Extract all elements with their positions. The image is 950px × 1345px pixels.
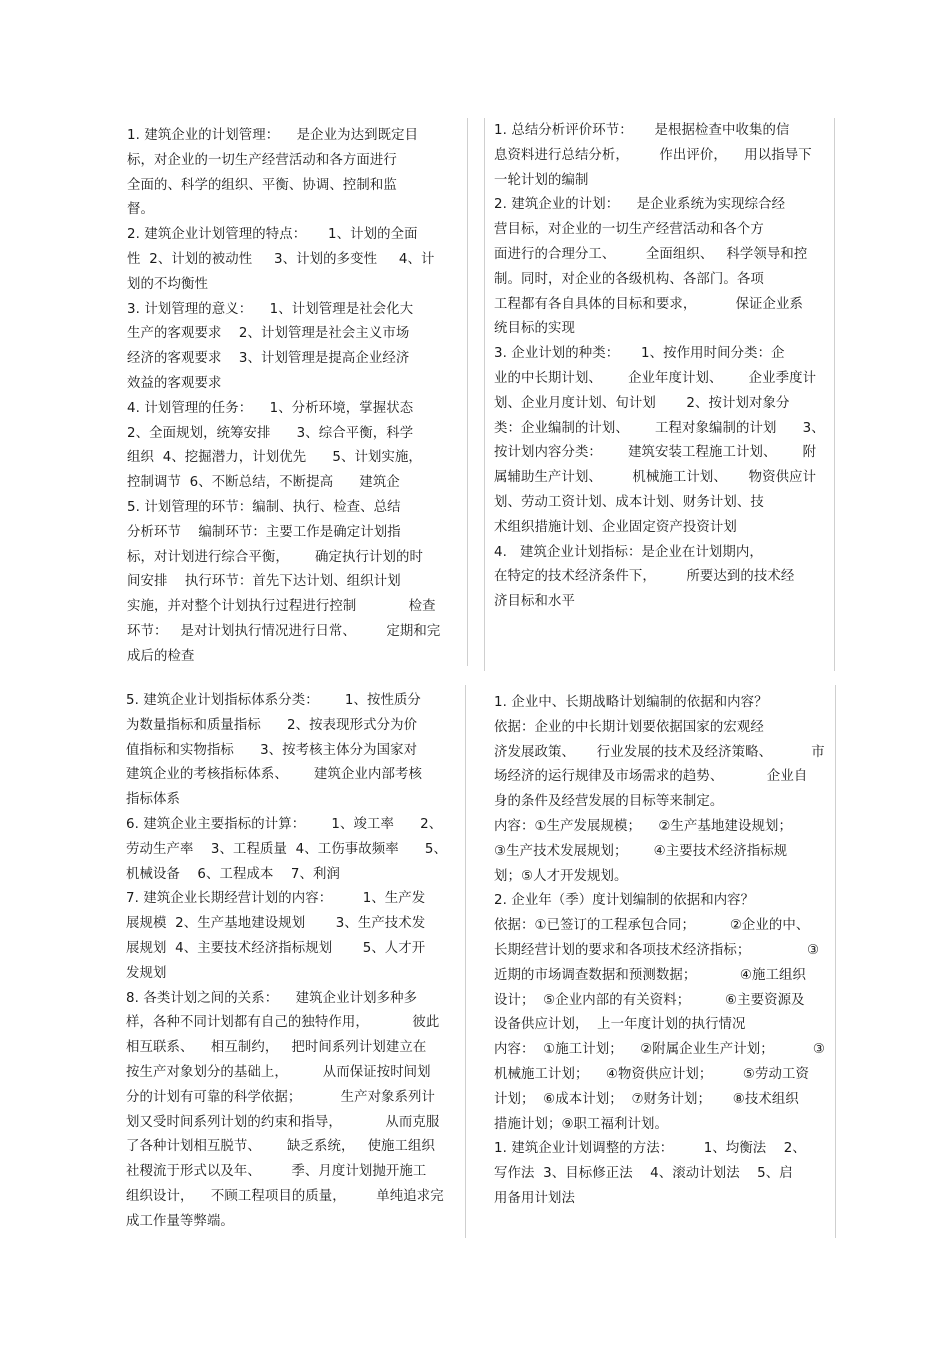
text-line: 划又受时间系列计划的约束和指导， 从而克服 <box>126 1114 440 1130</box>
text-line: 业的中长期计划、 企业年度计划、 企业季度计 <box>494 370 817 386</box>
text-line: 4. 建筑企业计划指标：是企业在计划期内， <box>494 544 763 560</box>
text-line: 值指标和实物指标 3、按考核主体分为国家对 <box>126 742 418 758</box>
text-line: 近期的市场调查数据和预测数据； ④施工组织 <box>494 967 806 983</box>
text-line: 统目标的实现 <box>494 321 575 337</box>
text-line: 1. 建筑企业计划调整的方法： 1、均衡法 2、 <box>494 1141 806 1157</box>
text-line: 1. 企业中、长期战略计划编制的依据和内容？ <box>494 695 768 710</box>
text-line: 生产的客观要求 2、计划管理是社会主义市场 <box>127 326 410 342</box>
text-line: 指标体系 <box>126 792 180 808</box>
text-line: 术组织措施计划、企业固定资产投资计划 <box>494 519 737 535</box>
text-line: 写作法 3、目标修正法 4、滚动计划法 5、启 <box>494 1166 793 1182</box>
text-line: 划、企业月度计划、旬计划 2、按计划对象分 <box>494 395 790 411</box>
text-line: 环节： 是对计划执行情况进行日常、 定期和完 <box>127 623 441 639</box>
text-line: 社稷流于形式以及年、 季、月度计划抛开施工 <box>126 1164 427 1180</box>
text-line: 营目标，对企业的一切生产经营活动和各个方 <box>494 222 764 238</box>
text-line: 相互联系、 相互制约， 把时间系列计划建立在 <box>126 1040 427 1056</box>
text-line: 7. 建筑企业长期经营计划的内容： 1、生产发 <box>126 891 426 907</box>
text-line: 督。 <box>127 202 154 218</box>
divider-bottom-middle <box>465 685 466 1238</box>
text-line: 3. 计划管理的意义： 1、计划管理是社会化大 <box>127 301 414 317</box>
text-line: 组织 4、挖掘潜力，计划优先 5、计划实施， <box>127 450 422 466</box>
text-line: 济目标和水平 <box>494 594 575 610</box>
text-line: 按生产对象划分的基础上， 从而保证按时间划 <box>126 1064 431 1080</box>
text-line: 身的条件及经营发展的目标等来制定。 <box>494 794 724 810</box>
text-line: 2、全面规划，统筹安排 3、综合平衡，科学 <box>127 425 414 441</box>
text-line: 机械施工计划； ④物资供应计划； ⑤劳动工资 <box>494 1066 809 1082</box>
text-line: 8. 各类计划之间的关系： 建筑企业计划多种多 <box>126 990 418 1006</box>
text-line: 6. 建筑企业主要指标的计算： 1、竣工率 2、 <box>126 816 443 832</box>
text-line: 间安排 执行环节：首先下达计划、组织计划 <box>127 574 401 590</box>
text-line: 依据：企业的中长期计划要依据国家的宏观经 <box>494 719 764 735</box>
text-line: 场经济的运行规律及市场需求的趋势、 企业自 <box>494 769 808 785</box>
text-line: 了各种计划相互脱节、 缺乏系统， 使施工组织 <box>126 1139 436 1155</box>
text-line: 划的不均衡性 <box>127 276 208 292</box>
text-line: 发规划 <box>126 965 167 981</box>
text-line: 按计划内容分类： 建筑安装工程施工计划、 附 <box>494 445 817 461</box>
text-line: 效益的客观要求 <box>127 375 222 391</box>
text-line: 类：企业编制的计划、 工程对象编制的计划 3、 <box>494 420 825 436</box>
block-bottom-left <box>126 689 461 1235</box>
text-line: 济发展政策、 行业发展的技术及经济策略、 市 <box>494 744 825 760</box>
text-line: 5. 建筑企业计划指标体系分类： 1、按性质分 <box>126 693 421 708</box>
text-line: 性 2、计划的被动性 3、计划的多变性 4、计 <box>127 251 435 267</box>
text-line: 内容： ①施工计划； ②附属企业生产计划； ③ <box>494 1042 825 1058</box>
text-line: 展规划 4、主要技术经济指标规划 5、人才开 <box>126 940 426 956</box>
text-line: 全面的、科学的组织、平衡、协调、控制和监 <box>127 177 397 193</box>
text-line: 标，对计划进行综合平衡， 确定执行计划的时 <box>127 549 423 565</box>
text-line: 成后的检查 <box>127 648 195 664</box>
text-line: 2. 建筑企业的计划： 是企业系统为实现综合经 <box>494 197 786 213</box>
divider-top-left-right <box>467 118 468 666</box>
text-line: 措施计划；⑨职工福利计划。 <box>494 1116 668 1132</box>
text-line: 组织设计， 不顾工程项目的质量， 单纯追求完 <box>126 1188 444 1204</box>
text-line: 成工作量等弊端。 <box>126 1213 234 1229</box>
text-line: ③生产技术发展规划； ④主要技术经济指标规 <box>494 843 788 859</box>
text-line: 3. 企业计划的种类： 1、按作用时间分类：企 <box>494 346 785 362</box>
text-line: 属辅助生产计划、 机械施工计划、 物资供应计 <box>494 470 817 486</box>
text-line: 分的计划有可靠的科学依据； 生产对象系列计 <box>126 1089 436 1105</box>
block-top-right <box>494 119 830 615</box>
text-line: 控制调节 6、不断总结，不断提高 建筑企 <box>127 475 400 491</box>
text-line: 2. 建筑企业计划管理的特点： 1、计划的全面 <box>127 227 418 243</box>
text-line: 机械设备 6、工程成本 7、利润 <box>126 866 340 882</box>
text-line: 样，各种不同计划都有自己的独特作用， 彼此 <box>126 1015 440 1031</box>
text-line: 建筑企业的考核指标体系、 建筑企业内部考核 <box>126 767 422 783</box>
text-line: 长期经营计划的要求和各项技术经济指标； ③ <box>494 942 820 958</box>
text-line: 2. 企业年（季）度计划编制的依据和内容？ <box>494 893 755 909</box>
text-line: 为数量指标和质量指标 2、按表现形式分为价 <box>126 717 418 733</box>
divider-top-middle <box>484 118 485 671</box>
text-line: 经济的客观要求 3、计划管理是提高企业经济 <box>127 351 410 367</box>
text-line: 设计； ⑤企业内部的有关资料； ⑥主要资源及 <box>494 992 805 1008</box>
text-line: 1. 总结分析评价环节： 是根据检查中收集的信 <box>494 123 790 138</box>
text-line: 1. 建筑企业的计划管理： 是企业为达到既定目 <box>127 128 419 143</box>
text-line: 工程都有各自具体的目标和要求， 保证企业系 <box>494 296 804 312</box>
text-line: 实施，并对整个计划执行过程进行控制 检查 <box>127 599 436 615</box>
text-line: 计划； ⑥成本计划； ⑦财务计划； ⑧技术组织 <box>494 1091 799 1107</box>
text-line: 标，对企业的一切生产经营活动和各方面进行 <box>127 152 397 168</box>
text-line: 依据：①已签订的工程承包合同； ②企业的中、 <box>494 918 810 934</box>
block-top-left <box>127 124 462 670</box>
text-line: 息资料进行总结分析， 作出评价， 用以指导下 <box>494 147 812 163</box>
text-line: 面进行的合理分工、 全面组织、 科学领导和控 <box>494 246 808 262</box>
text-line: 划、劳动工资计划、成本计划、财务计划、技 <box>494 494 764 510</box>
text-line: 设备供应计划， 上一年度计划的执行情况 <box>494 1017 746 1033</box>
text-line: 用备用计划法 <box>494 1190 575 1206</box>
text-line: 一轮计划的编制 <box>494 172 589 188</box>
text-line: 展规模 2、生产基地建设规划 3、生产技术发 <box>126 916 426 932</box>
text-line: 分析环节 编制环节：主要工作是确定计划指 <box>127 524 401 540</box>
block-bottom-right <box>494 691 830 1212</box>
divider-top-right <box>834 118 835 671</box>
divider-bottom-right <box>835 685 836 1238</box>
text-line: 劳动生产率 3、工程质量 4、工伤事故频率 5、 <box>126 841 447 857</box>
text-line: 在特定的技术经济条件下， 所要达到的技术经 <box>494 569 795 585</box>
text-line: 划；⑤人才开发规划。 <box>494 868 628 884</box>
text-line: 4. 计划管理的任务： 1、分析环境，掌握状态 <box>127 400 414 416</box>
text-line: 内容：①生产发展规模； ②生产基地建设规划； <box>494 818 792 834</box>
text-line: 制。同时，对企业的各级机构、各部门。各项 <box>494 271 764 287</box>
text-line: 5. 计划管理的环节：编制、执行、检查、总结 <box>127 499 401 515</box>
